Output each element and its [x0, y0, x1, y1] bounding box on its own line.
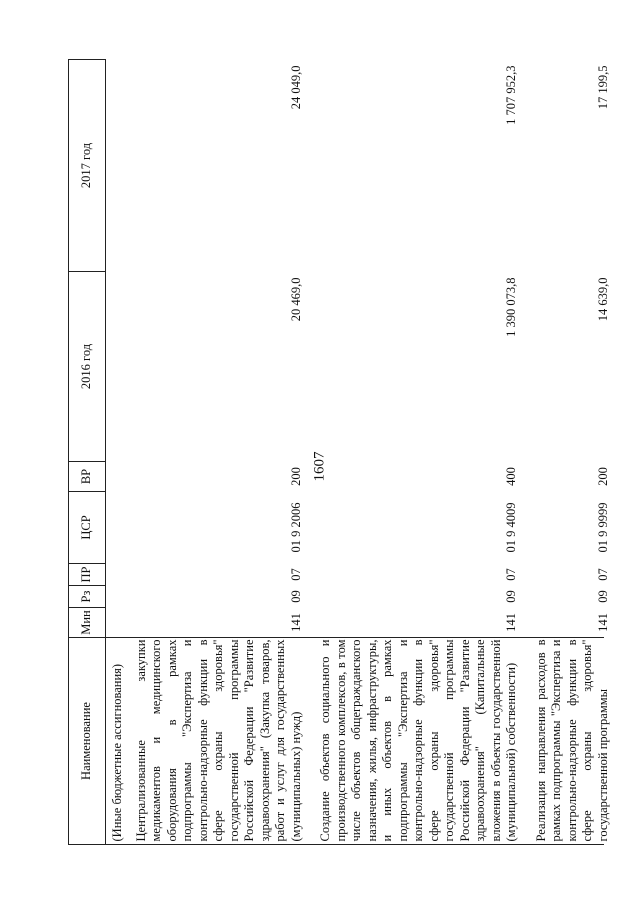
table-row-continuation [106, 60, 134, 845]
budget-table [68, 59, 625, 845]
header-min: Мин [69, 608, 106, 638]
row-name: Централизованные закупки медикаментов и медицинского оборудования в рамках подпрограммы "Экспертиза и контрольно-надзорные функции в сфере охраны здоровья" государственной программы Российской Федерации "Развитие здравоохранения" (Закупка товаров, работ и услуг для государственных (муниципальных) нужд) [133, 639, 303, 842]
row-pr: 07 [595, 568, 610, 581]
header-vr: ВР [69, 462, 106, 492]
page-number: 1607 [311, 451, 328, 482]
header-rz: Рз [69, 586, 106, 608]
row-vr: 200 [595, 467, 610, 486]
row-name: Реализация направления расходов в рамках подпрограммы "Экспертиза и контрольно-надзорные функции в сфере охраны здоровья" государственной программы [533, 639, 610, 842]
row-min: 141 [288, 613, 303, 632]
row-csr: 01 9 2006 [288, 502, 303, 553]
row-2017: 17 199,5 [595, 65, 610, 110]
row-min: 141 [595, 613, 610, 632]
row-csr: 01 9 9999 [595, 502, 610, 553]
row-2016: 1 390 073,8 [504, 277, 518, 337]
row-2016: 20 469,0 [288, 277, 303, 322]
table-row [534, 60, 626, 845]
row-pr: 07 [288, 568, 303, 581]
table-left-border [104, 844, 604, 845]
row-csr: 01 9 4009 [504, 502, 518, 553]
row-vr: 200 [288, 467, 303, 486]
row-name: Создание объектов социального и производственного комплексов, в том числе объектов общегражданского назначения, жилья, инфраструктуры, и иных объектов в рамках подпрограммы "Экспертиза и контрольно-надзорные функции в сфере охраны здоровья" государственной программы Российской Федерации "Развитие здравоохранения" (Капитальные вложения в объекты государственной (муниципальной) собственности) [318, 639, 518, 842]
header-name: Наименование [69, 638, 106, 845]
budget-table-rotated [68, 60, 610, 845]
row-pr: 07 [504, 568, 518, 581]
row-rz: 09 [288, 590, 303, 603]
row-min: 141 [504, 613, 518, 632]
row-2017: 1 707 952,3 [504, 65, 518, 125]
name-column-border [104, 637, 604, 638]
table-row [134, 60, 319, 845]
table-header-row [69, 60, 106, 845]
row-rz: 09 [504, 590, 518, 603]
header-2017: 2017 год [69, 60, 106, 272]
header-pr: ПР [69, 564, 106, 586]
continuation-text: (Иные бюджетные ассигнования) [110, 663, 124, 842]
header-2016: 2016 год [69, 272, 106, 462]
row-2017: 24 049,0 [288, 65, 303, 110]
row-vr: 400 [504, 467, 518, 486]
header-csr: ЦСР [69, 492, 106, 564]
table-row [318, 60, 534, 845]
row-rz: 09 [595, 590, 610, 603]
row-2016: 14 639,0 [595, 277, 610, 322]
